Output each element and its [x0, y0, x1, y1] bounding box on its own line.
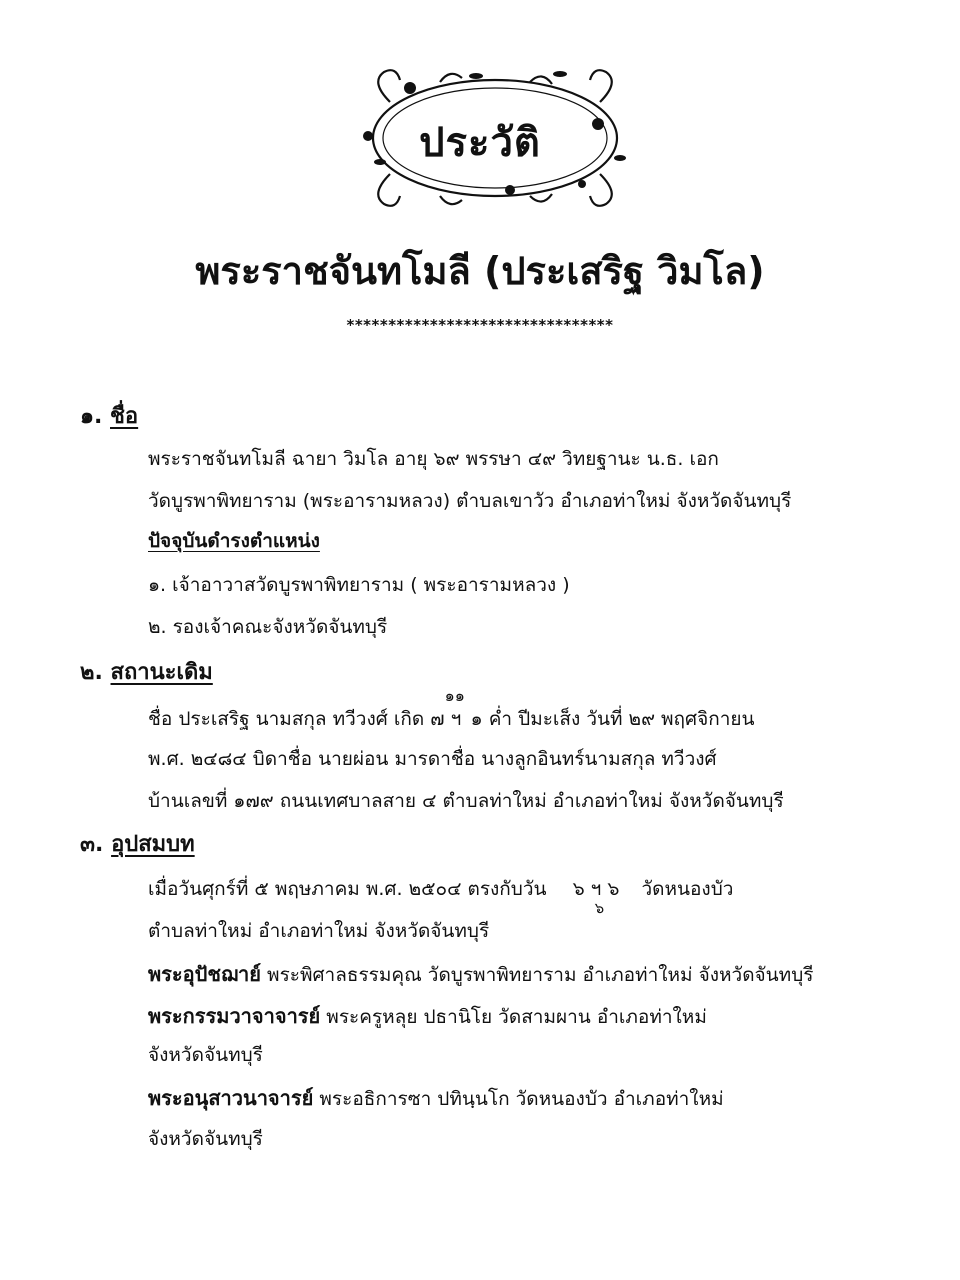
section-2-title: สถานะเดิม [110, 660, 213, 685]
s3-lunar-day-text: ๖ ฯ ๖ [572, 878, 620, 900]
section-1-title: ชื่อ [110, 404, 139, 429]
s3-anusavanacariya-cont: จังหวัดจันทบุรี [148, 1128, 263, 1150]
s3-anusavanacariya-text: พระอธิการซา ปทินฺนโก วัดหนองบัว อำเภอท่าใหม่ [313, 1088, 724, 1110]
s3-line-1-b: วัดหนองบัว [641, 878, 734, 900]
s1-subheading: ปัจจุบันดำรงตำแหน่ง [148, 530, 320, 552]
s2-line-2: พ.ศ. ๒๔๘๔ บิดาชื่อ นายผ่อน มารดาชื่อ นางลูกอินทร์นามสกุล ทวีวงศ์ [148, 748, 717, 770]
s3-lunar-day [572, 874, 620, 917]
s3-lunar-day-sub: ๖ [594, 899, 605, 917]
section-1-number: ๑. [80, 404, 103, 429]
frame-title: ประวัติ [419, 120, 541, 166]
s3-line-1 [148, 874, 734, 917]
divider: ******************************** [346, 316, 614, 334]
s3-preceptor-label: พระอุปัชฌาย์ [148, 962, 261, 986]
section-2-number: ๒. [80, 660, 103, 685]
s2-line-1 [148, 686, 755, 734]
s2-lunar-sup: ๑๑ [444, 686, 465, 705]
s3-kammavacariya-cont: จังหวัดจันทบุรี [148, 1044, 263, 1066]
s3-preceptor-text: พระพิศาลธรรมคุณ วัดบูรพาพิทยาราม อำเภอท่าใหม่ จังหวัดจันทบุรี [261, 964, 814, 986]
section-1-heading [80, 398, 138, 433]
s3-preceptor [148, 958, 813, 990]
s3-anusavanacariya-label: พระอนุสาวนาจารย์ [148, 1086, 314, 1110]
s3-kammavacariya-label: พระกรรมวาจาจารย์ [148, 1004, 321, 1028]
section-3-heading [80, 826, 195, 861]
section-3-title: อุปสมบท [111, 832, 195, 857]
s2-lunar-mark [444, 686, 465, 734]
s1-item-1: ๑. เจ้าอาวาสวัดบูรพาพิทยาราม ( พระอารามหลวง ) [148, 574, 570, 596]
section-2-heading [80, 654, 213, 689]
s2-line-1-b: ๑ ค่ำ ปีมะเส็ง วันที่ ๒๙ พฤศจิกายน [470, 708, 755, 730]
s3-line-2: ตำบลท่าใหม่ อำเภอท่าใหม่ จังหวัดจันทบุรี [148, 920, 490, 942]
s3-anusavanacariya [148, 1082, 724, 1114]
s1-item-2: ๒. รองเจ้าคณะจังหวัดจันทบุรี [148, 616, 388, 638]
s2-line-3: บ้านเลขที่ ๑๗๙ ถนนเทศบาลสาย ๔ ตำบลท่าใหม่ อำเภอท่าใหม่ จังหวัดจันทบุรี [148, 790, 784, 812]
s3-line-1-a: เมื่อวันศุกร์ที่ ๕ พฤษภาคม พ.ศ. ๒๕๐๔ ตรงกับวัน [148, 878, 547, 900]
s2-lunar-symbol: ฯ [450, 708, 462, 730]
page-title: พระราชจันทโมลี (ประเสริฐ วิมโล) [195, 249, 765, 293]
s3-kammavacariya [148, 1000, 707, 1032]
s3-kammavacariya-text: พระครูหลุย ปธานิโย วัดสามผาน อำเภอท่าใหม่ [320, 1006, 707, 1028]
s2-line-1-a: ชื่อ ประเสริฐ นามสกุล ทวีวงศ์ เกิด ๗ [148, 708, 445, 730]
section-3-number: ๓. [80, 832, 104, 857]
s1-line-1: พระราชจันทโมลี ฉายา วิมโล อายุ ๖๙ พรรษา ๔๙ วิทยฐานะ น.ธ. เอก [148, 448, 719, 470]
s1-line-2: วัดบูรพาพิทยาราม (พระอารามหลวง) ตำบลเขาวัว อำเภอท่าใหม่ จังหวัดจันทบุรี [148, 490, 792, 512]
